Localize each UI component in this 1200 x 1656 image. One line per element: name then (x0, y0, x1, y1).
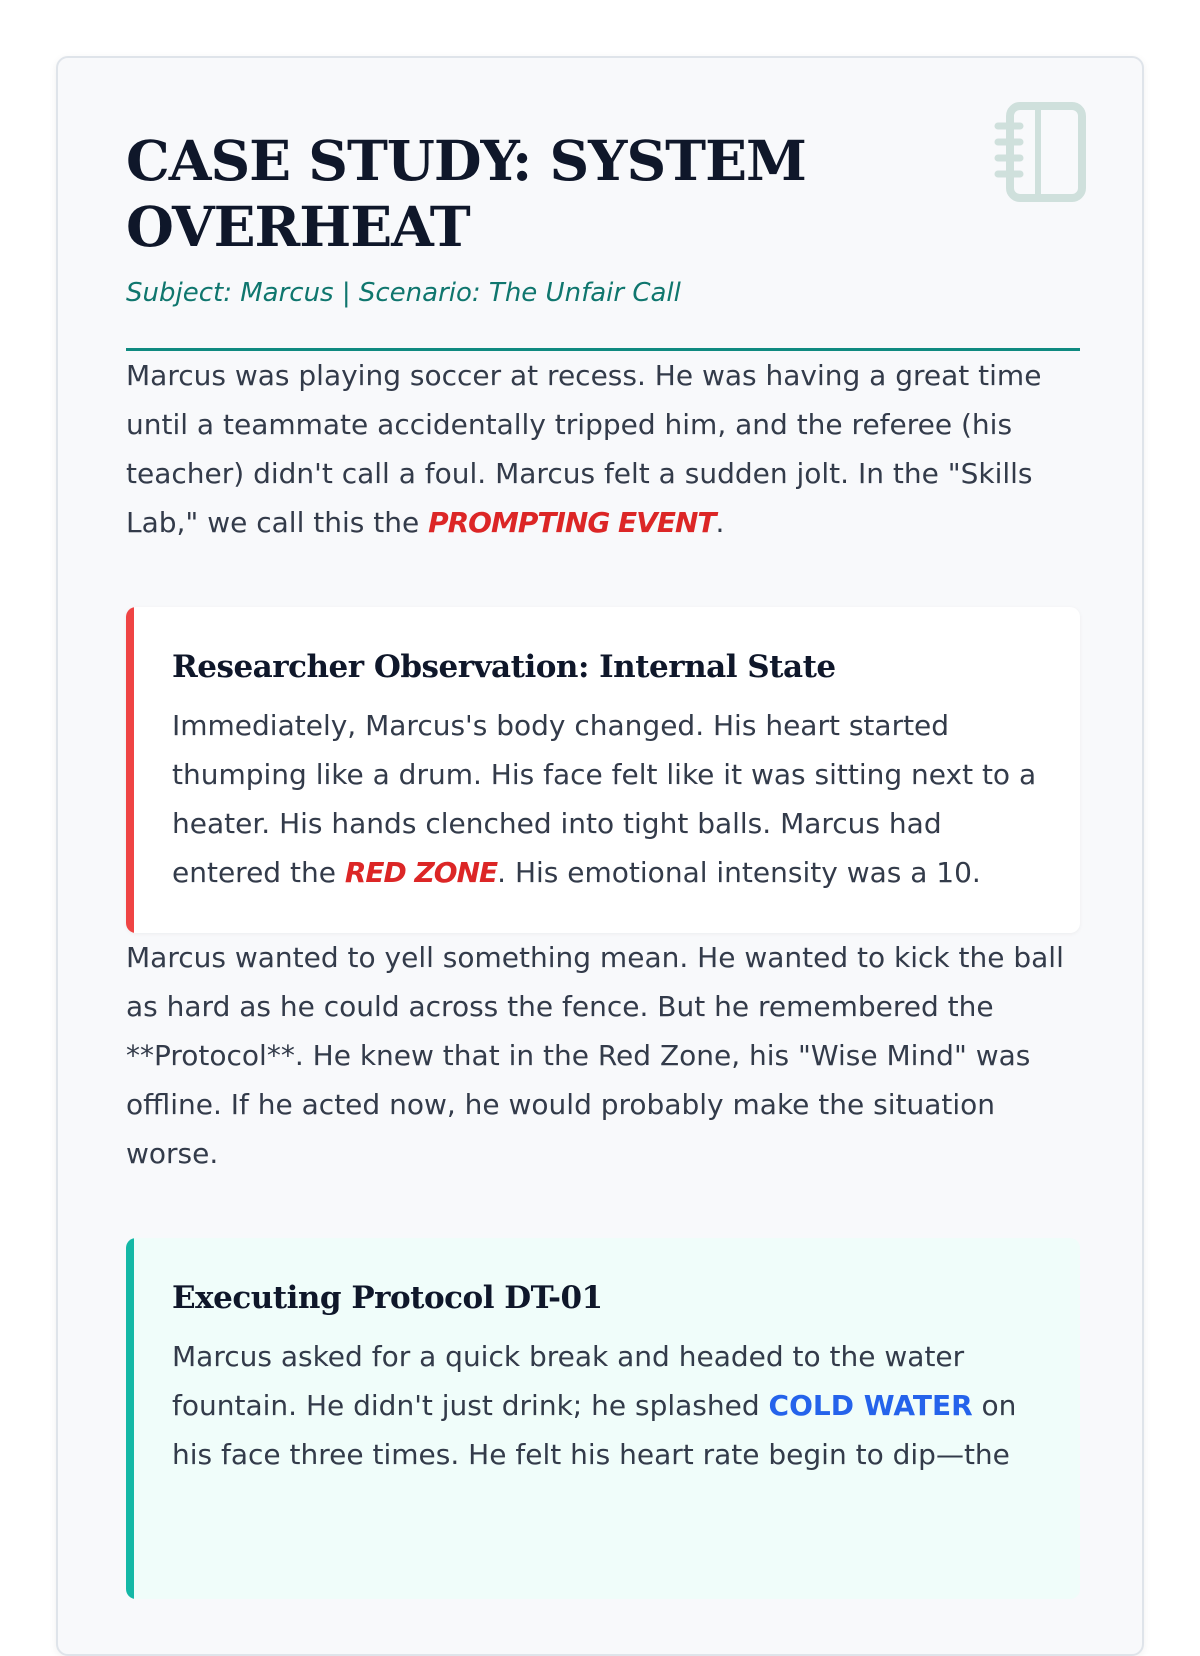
case-study-card (56, 56, 1144, 1656)
page-title: CASE STUDY: SYSTEM OVERHEAT (126, 128, 806, 259)
prompting-event-emphasis: PROMPTING EVENT (428, 506, 716, 539)
observation-callout (126, 607, 1080, 933)
protocol-heading: Executing Protocol DT-01 (172, 1280, 603, 1316)
middle-paragraph: Marcus wanted to yell something mean. He wanted to kick the ball as hard as he could across the fence. But he remembered the **Protocol**. He knew that in the Red Zone, his "Wise Mind" was offline. If he acted now, he would probably make the situation worse. (126, 941, 1064, 1170)
protocol-text: Marcus asked for a quick break and headed to the water fountain. He didn't just drink; he splashed (172, 1340, 965, 1422)
observation-text-end: . His emotional intensity was a 10. (497, 856, 981, 889)
cold-water-emphasis: COLD WATER (768, 1389, 973, 1422)
observation-paragraph (172, 701, 1040, 897)
card-content (126, 58, 1080, 1599)
intro-paragraph (126, 351, 1080, 547)
observation-text: Immediately, Marcus's body changed. His heart started thumping like a drum. His face felt like it was sitting next to a heater. His hands clenched into tight balls. Marcus had entered the (172, 709, 1037, 889)
protocol-paragraph (172, 1332, 1040, 1479)
intro-text: Marcus was playing soccer at recess. He was having a great time until a teammate accidentally tripped him, and the referee (his teacher) didn't call a foul. Marcus felt a sudden jolt. In the "Skills Lab," we call this the (126, 359, 1042, 539)
page-subtitle: Subject: Marcus | Scenario: The Unfair Call (126, 278, 681, 308)
intro-text-end: . (715, 506, 725, 539)
red-zone-emphasis: RED ZONE (344, 856, 498, 889)
protocol-callout (126, 1238, 1080, 1599)
observation-heading: Researcher Observation: Internal State (172, 649, 836, 685)
protocol-text-end: on his face three times. He felt his heart rate begin to dip—the (172, 1389, 1017, 1471)
